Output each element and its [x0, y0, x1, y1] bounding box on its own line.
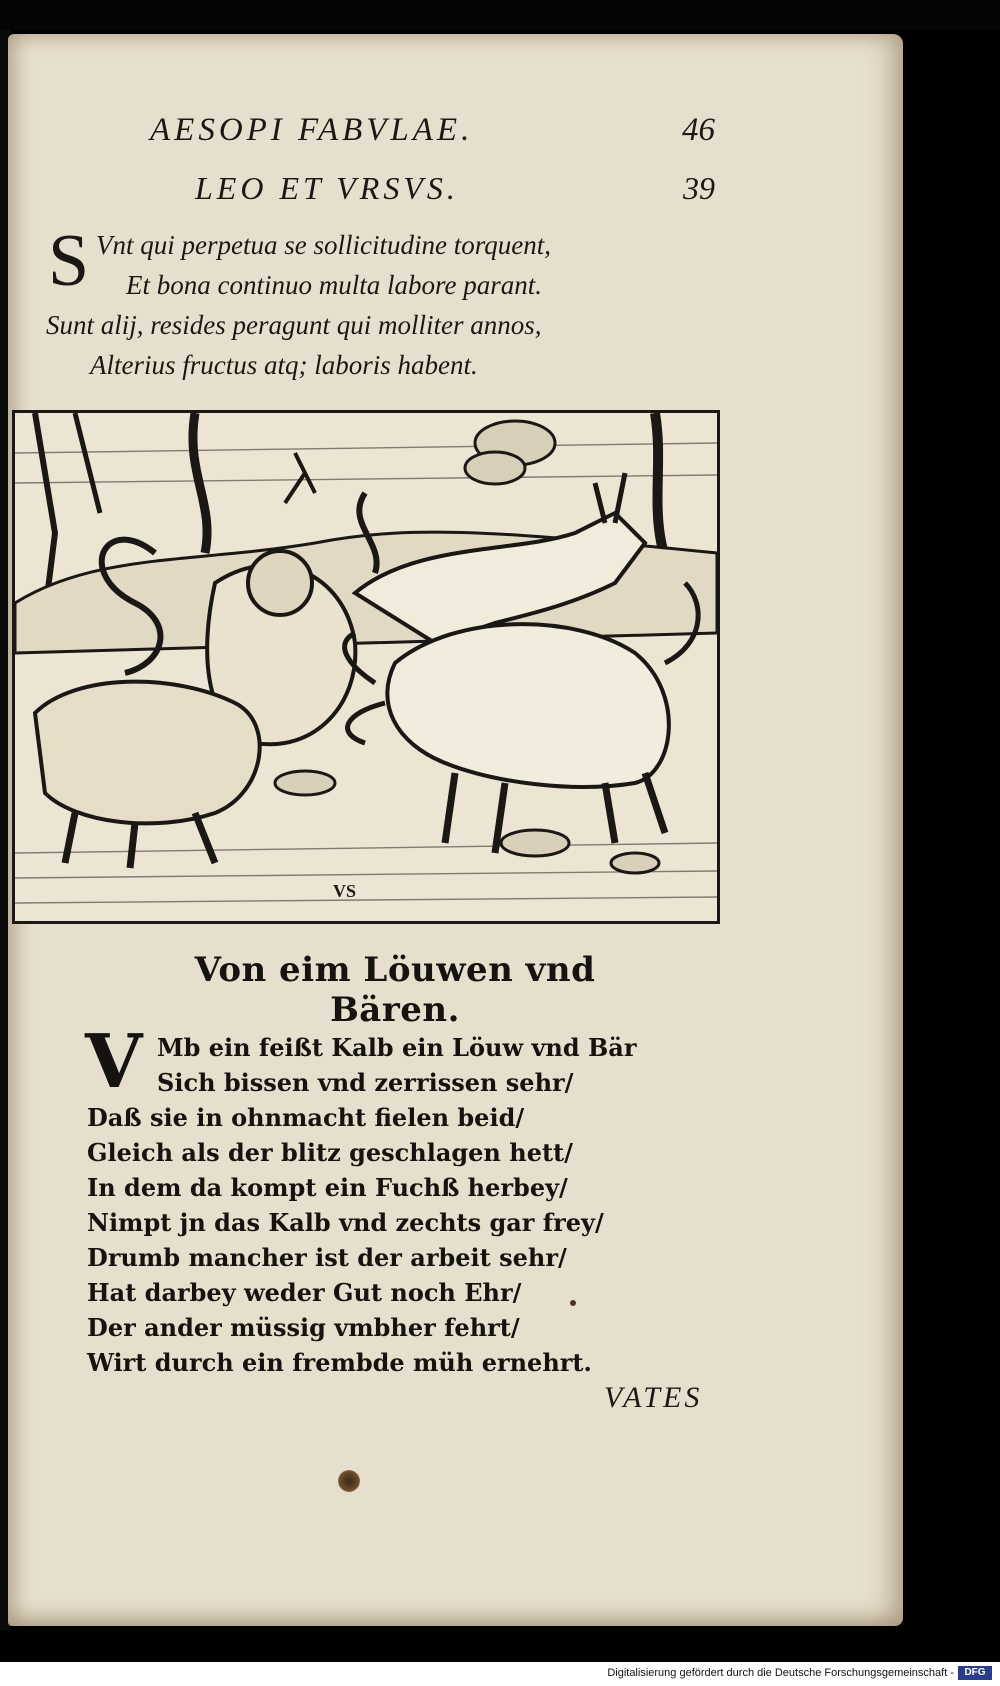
- german-line: Wirt durch ein frembde müh ernehrt.: [87, 1348, 592, 1377]
- german-title: Von eim Löuwen vnd Bären.: [194, 950, 596, 1030]
- german-line: In dem da kompt ein Fuchß herbey/: [87, 1173, 568, 1202]
- running-header: [150, 112, 715, 158]
- german-line: Nimpt jn das Kalb vnd zechts gar frey/: [87, 1208, 604, 1237]
- running-header-title: AESOPI FABVLAE.: [150, 112, 474, 148]
- german-line: Mb ein feißt Kalb ein Löuw vnd Bär: [157, 1033, 637, 1062]
- signature: VATES: [604, 1381, 703, 1414]
- footer-credit: Digitalisierung gefördert durch die Deutsche Forschungsgemeinschaft -: [607, 1667, 954, 1679]
- dfg-logo: DFG: [958, 1666, 992, 1680]
- page-stain: [570, 1300, 576, 1306]
- woodcut-illustration: [12, 410, 720, 924]
- fable-title: LEO ET VRSVS.: [195, 170, 459, 206]
- page-stain: [338, 1470, 360, 1492]
- german-dropcap: V: [85, 1019, 143, 1105]
- latin-dropcap: S: [48, 220, 90, 302]
- german-line: Gleich als der blitz geschlagen hett/: [87, 1138, 573, 1167]
- woodcut-monogram: VS: [333, 881, 357, 901]
- german-line: Daß sie in ohnmacht fielen beid/: [87, 1103, 525, 1132]
- german-line: Der ander müssig vmbher fehrt/: [87, 1313, 520, 1342]
- latin-line: Alterius fructus atq; laboris habent.: [90, 350, 478, 380]
- fable-number: 39: [683, 170, 715, 206]
- page-number: 46: [682, 112, 715, 148]
- latin-verse: [44, 222, 684, 387]
- german-line: Sich bissen vnd zerrissen sehr/: [157, 1068, 574, 1097]
- latin-line: Sunt alij, resides peragunt qui molliter annos,: [46, 310, 542, 340]
- scan-border-top: [0, 0, 1000, 30]
- latin-line: Vnt qui perpetua se sollicitudine torquent,: [96, 230, 551, 260]
- latin-line: Et bona continuo multa labore parant.: [126, 270, 542, 300]
- german-line: Hat darbey weder Gut noch Ehr/: [87, 1278, 522, 1307]
- german-verse: [85, 1019, 715, 1395]
- german-line: Drumb mancher ist der arbeit sehr/: [87, 1243, 567, 1272]
- woodcut-image: [15, 413, 717, 921]
- fable-heading: [195, 170, 715, 216]
